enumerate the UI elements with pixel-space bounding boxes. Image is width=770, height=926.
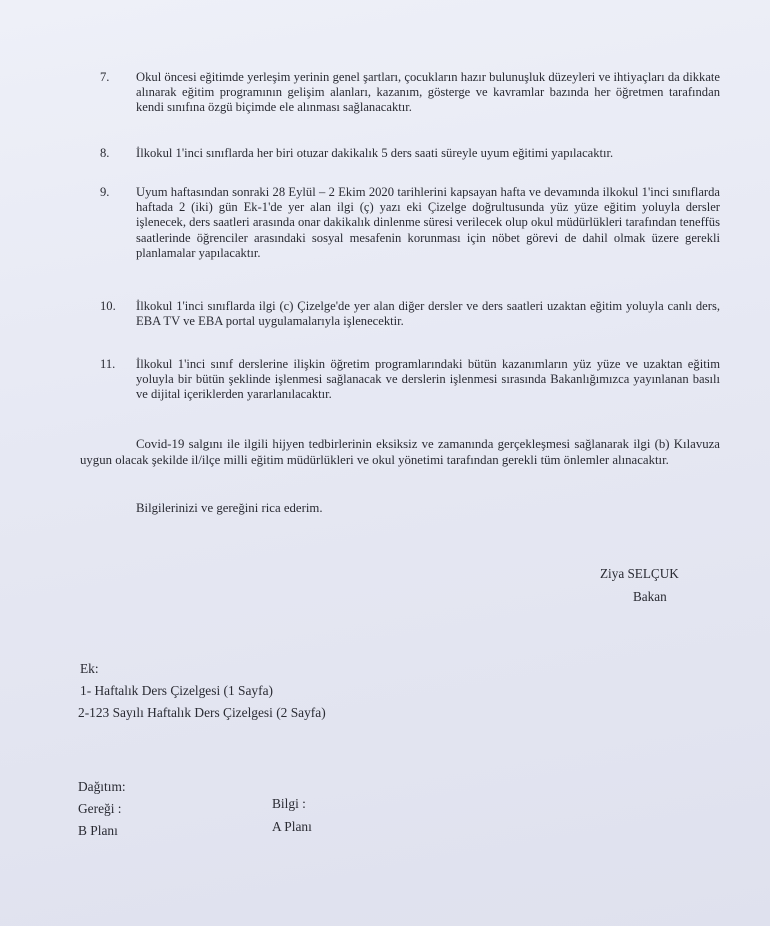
- item-text: Uyum haftasından sonraki 28 Eylül – 2 Ekim 2020 tarihlerini kapsayan hafta ve devamında ilkokul 1'inci sınıflarda haftada 2 (iki) gün Ek-1'de yer alan ilgi (ç) yazı eki Çizelge doğrultusunda yüz yüze eğitim yoluyla dersler işlenecek, ders saatleri arasında onar dakikalık dinlenme süresi verilecek olup okul müdürlükleri tarafından teneffüs saatlerinde öğrenciler arasındaki sosyal mesafenin korunması için nöbet görevi de dahil olmak üzere gerekli planlamalar yapılacaktır.: [136, 185, 720, 260]
- item-text: Okul öncesi eğitimde yerleşim yerinin genel şartları, çocukların hazır bulunuşluk düzeyleri ve ihtiyaçları da dikkate alınarak eğitim programının gelişim alanları, kazanım, gösterge ve kavramlar bazında her öğretmen tarafından kendi sınıfına özgü biçimde ele alınması sağlanacaktır.: [136, 70, 720, 115]
- attachment-item: 1- Haftalık Ders Çizelgesi (1 Sayfa): [80, 683, 273, 698]
- distribution-action-value: B Planı: [78, 823, 118, 838]
- item-number: 11.: [100, 357, 116, 371]
- attachments-heading: Ek:: [80, 661, 99, 676]
- signature-name: Ziya SELÇUK: [600, 566, 679, 581]
- list-item: [100, 146, 720, 161]
- item-text: İlkokul 1'inci sınıflarda ilgi (c) Çizelge'de yer alan diğer dersler ve ders saatleri uzaktan eğitim yoluyla canlı ders, EBA TV ve EBA portal uygulamalarıyla işlenecektir.: [136, 299, 720, 329]
- item-text: İlkokul 1'inci sınıf derslerine ilişkin öğretim programlarındaki bütün kazanımların yüz yüze ve uzaktan eğitim yoluyla bir bütün şeklinde işlenmesi sağlanacak ve derslerin işlenmesi sırasında Bakanlığımızca yayınlanan basılı ve dijital içeriklerden yararlanılacaktır.: [136, 357, 720, 402]
- signature-title: Bakan: [633, 589, 667, 604]
- item-text: İlkokul 1'inci sınıflarda her biri otuzar dakikalık 5 ders saati süreyle uyum eğitimi yapılacaktır.: [136, 146, 614, 160]
- list-item: [100, 70, 720, 116]
- item-number: 8.: [100, 146, 110, 160]
- request-line: Bilgilerinizi ve gereğini rica ederim.: [136, 501, 323, 515]
- item-number: 9.: [100, 185, 110, 199]
- distribution-info-value: A Planı: [272, 819, 312, 834]
- item-number: 7.: [100, 70, 110, 84]
- distribution-heading: Dağıtım:: [78, 779, 126, 794]
- list-item: [100, 185, 720, 261]
- distribution-action-label: Gereği :: [78, 801, 122, 816]
- attachment-item: 2-123 Sayılı Haftalık Ders Çizelgesi (2 Sayfa): [78, 705, 326, 720]
- list-item: [100, 357, 720, 403]
- closing-paragraph: Covid-19 salgını ile ilgili hijyen tedbirlerinin eksiksiz ve zamanında gerçekleşmesi sağlanarak ilgi (b) Kılavuza uygun olacak şekilde il/ilçe milli eğitim müdürlükleri ve okul yönetimi tarafından gerekli tüm önlemler alınacaktır.: [80, 437, 720, 468]
- list-item: [100, 299, 720, 329]
- distribution-info-label: Bilgi :: [272, 796, 306, 811]
- item-number: 10.: [100, 299, 116, 313]
